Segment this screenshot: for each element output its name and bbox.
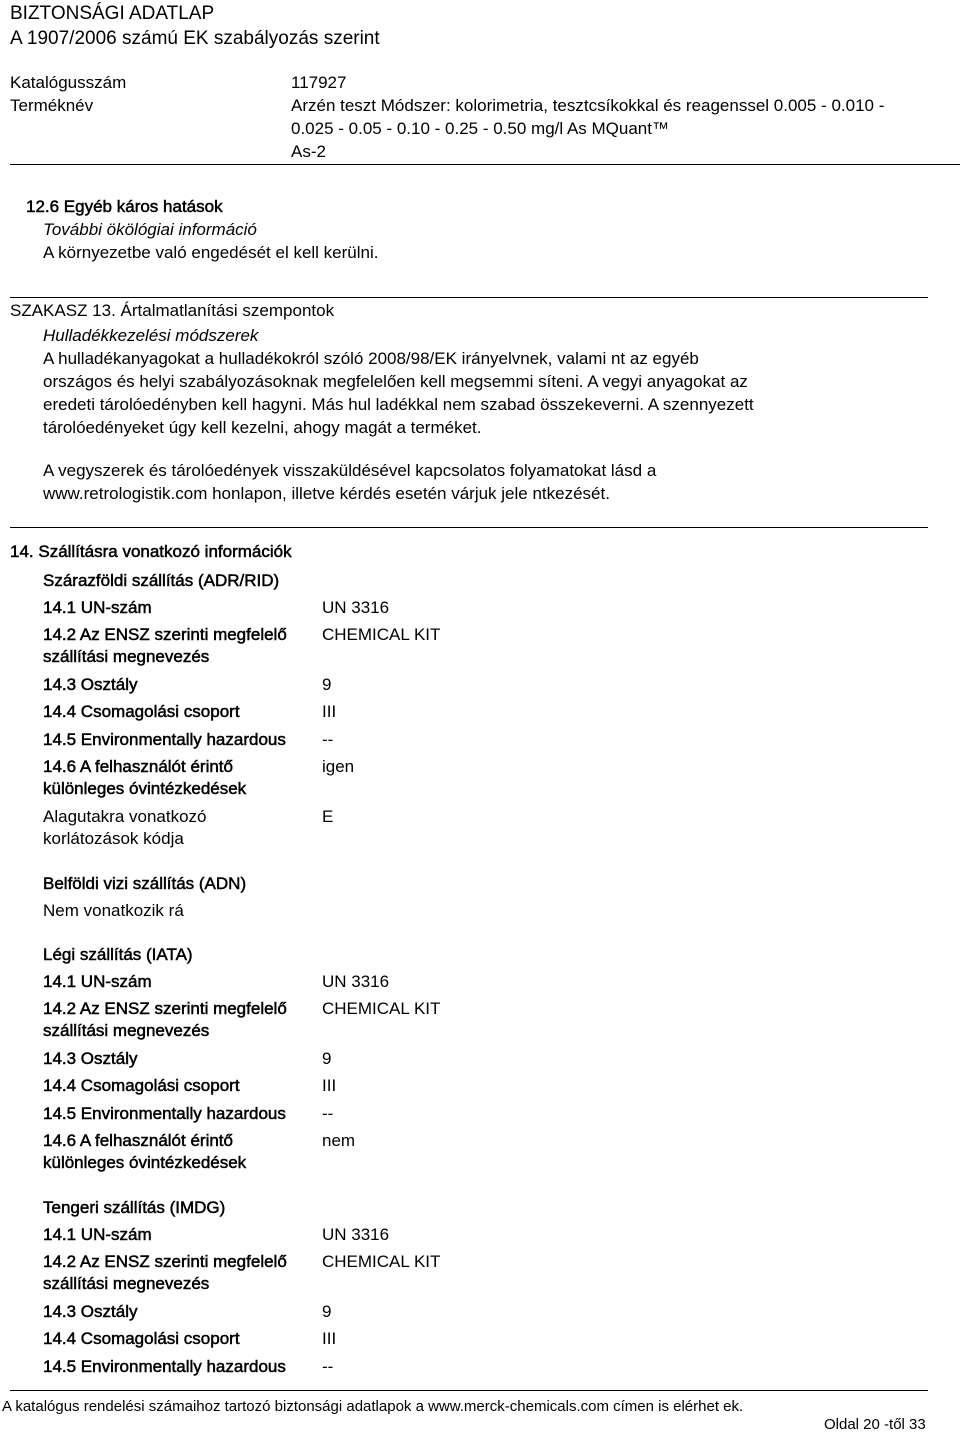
- imdg-row-label: 14.4 Csomagolási csoport: [43, 1329, 240, 1348]
- iata-row-value: CHEMICAL KIT: [322, 999, 441, 1018]
- iata-row-label: különleges óvintézkedések: [43, 1153, 247, 1172]
- adr-row-value: UN 3316: [322, 598, 390, 617]
- adr-row-label: 14.1 UN-szám: [43, 598, 152, 617]
- footer-note: A katalógus rendelési számaihoz tartozó biztonsági adatlapok a www.merck-chemicals.com címen is elérhet ek.: [2, 1398, 744, 1415]
- adn-title: Belföldi vizi szállítás (ADN): [43, 874, 247, 893]
- paragraph-line: tárolóedényeket úgy kell kezelni, ahogy magát a terméket.: [43, 418, 482, 437]
- adr-title: Szárazföldi szállítás (ADR/RID): [43, 571, 280, 590]
- adr-row-value: --: [322, 730, 334, 749]
- adr-row-label: 14.3 Osztály: [43, 675, 138, 694]
- iata-row-label: 14.3 Osztály: [43, 1049, 138, 1068]
- product-label: Terméknév: [10, 96, 94, 115]
- section-13-subheading: Hulladékkezelési módszerek: [43, 326, 259, 345]
- imdg-row-label: 14.2 Az ENSZ szerinti megfelelő: [43, 1252, 287, 1271]
- header-rule: [10, 164, 960, 165]
- section-12-6-heading: 12.6 Egyéb káros hatások: [26, 197, 223, 216]
- imdg-row-label: 14.5 Environmentally hazardous: [43, 1357, 286, 1376]
- iata-row-value: nem: [322, 1131, 356, 1150]
- tunnel-label: Alagutakra vonatkozó: [43, 807, 207, 826]
- iata-row-label: 14.4 Csomagolási csoport: [43, 1076, 240, 1095]
- iata-row-value: UN 3316: [322, 972, 390, 991]
- document-title: BIZTONSÁGI ADATLAP: [10, 3, 215, 24]
- imdg-row-label: szállítási megnevezés: [43, 1274, 210, 1293]
- product-name-line: 0.025 - 0.05 - 0.10 - 0.25 - 0.50 mg/l As MQuant™: [291, 119, 669, 138]
- iata-row-label: 14.1 UN-szám: [43, 972, 152, 991]
- paragraph-line: országos és helyi szabályozásoknak megfelelően kell megsemmi síteni. A vegyi anyagokat az: [43, 372, 748, 391]
- paragraph-line: A hulladékanyagokat a hulladékokról szóló 2008/98/EK irányelvnek, valami nt az egyéb: [43, 349, 699, 368]
- adr-row-label: 14.6 A felhasználót érintő: [43, 757, 233, 776]
- catalog-label: Katalógusszám: [10, 73, 127, 92]
- adn-text: Nem vonatkozik rá: [43, 901, 184, 920]
- iata-row-label: 14.6 A felhasználót érintő: [43, 1131, 233, 1150]
- tunnel-label: korlátozások kódja: [43, 829, 184, 848]
- iata-row-value: 9: [322, 1049, 332, 1068]
- section-rule: [10, 297, 928, 298]
- imdg-row-label: 14.3 Osztály: [43, 1302, 138, 1321]
- section-12-6-subheading: További ökölógiai információ: [43, 220, 257, 239]
- page-number: Oldal 20 -től 33: [824, 1416, 926, 1433]
- adr-row-value: igen: [322, 757, 355, 776]
- adr-row-label: 14.2 Az ENSZ szerinti megfelelő: [43, 625, 287, 644]
- imdg-row-value: UN 3316: [322, 1225, 390, 1244]
- imdg-row-value: III: [322, 1329, 337, 1348]
- section-rule: [10, 527, 928, 528]
- iata-row-value: --: [322, 1104, 334, 1123]
- paragraph-line: eredeti tárolóedényben kell hagyni. Más hul ladékkal nem szabad összekeverni. A szennyezett: [43, 395, 754, 414]
- imdg-row-value: 9: [322, 1302, 332, 1321]
- imdg-row-value: CHEMICAL KIT: [322, 1252, 441, 1271]
- iata-row-label: szállítási megnevezés: [43, 1021, 210, 1040]
- adr-row-label: különleges óvintézkedések: [43, 779, 247, 798]
- imdg-row-label: 14.1 UN-szám: [43, 1225, 152, 1244]
- regulation-text: A 1907/2006 számú EK szabályozás szerint: [10, 28, 380, 49]
- product-name-line: Arzén teszt Módszer: kolorimetria, tesztcsíkokkal és reagenssel 0.005 - 0.010 -: [291, 96, 885, 115]
- section-12-6-text: A környezetbe való engedését el kell kerülni.: [43, 243, 379, 262]
- adr-row-label: szállítási megnevezés: [43, 647, 210, 666]
- adr-row-value: 9: [322, 675, 332, 694]
- iata-row-value: III: [322, 1076, 337, 1095]
- section-14-heading: 14. Szállításra vonatkozó információk: [10, 542, 292, 561]
- adr-row-label: 14.5 Environmentally hazardous: [43, 730, 286, 749]
- catalog-value: 117927: [291, 73, 347, 92]
- imdg-title: Tengeri szállítás (IMDG): [43, 1198, 226, 1217]
- footer-rule: [10, 1390, 928, 1391]
- product-name-line: As-2: [291, 142, 326, 161]
- adr-row-label: 14.4 Csomagolási csoport: [43, 702, 240, 721]
- paragraph-line: www.retrologistik.com honlapon, illetve kérdés esetén várjuk jele ntkezését.: [43, 484, 610, 503]
- section-13-heading: SZAKASZ 13. Ártalmatlanítási szempontok: [10, 301, 335, 320]
- tunnel-value: E: [322, 807, 334, 826]
- adr-row-value: III: [322, 702, 337, 721]
- imdg-row-value: --: [322, 1357, 334, 1376]
- adr-row-value: CHEMICAL KIT: [322, 625, 441, 644]
- paragraph-line: A vegyszerek és tárolóedények visszaküldésével kapcsolatos folyamatokat lásd a: [43, 461, 657, 480]
- iata-row-label: 14.2 Az ENSZ szerinti megfelelő: [43, 999, 287, 1018]
- iata-title: Légi szállítás (IATA): [43, 945, 193, 964]
- iata-row-label: 14.5 Environmentally hazardous: [43, 1104, 286, 1123]
